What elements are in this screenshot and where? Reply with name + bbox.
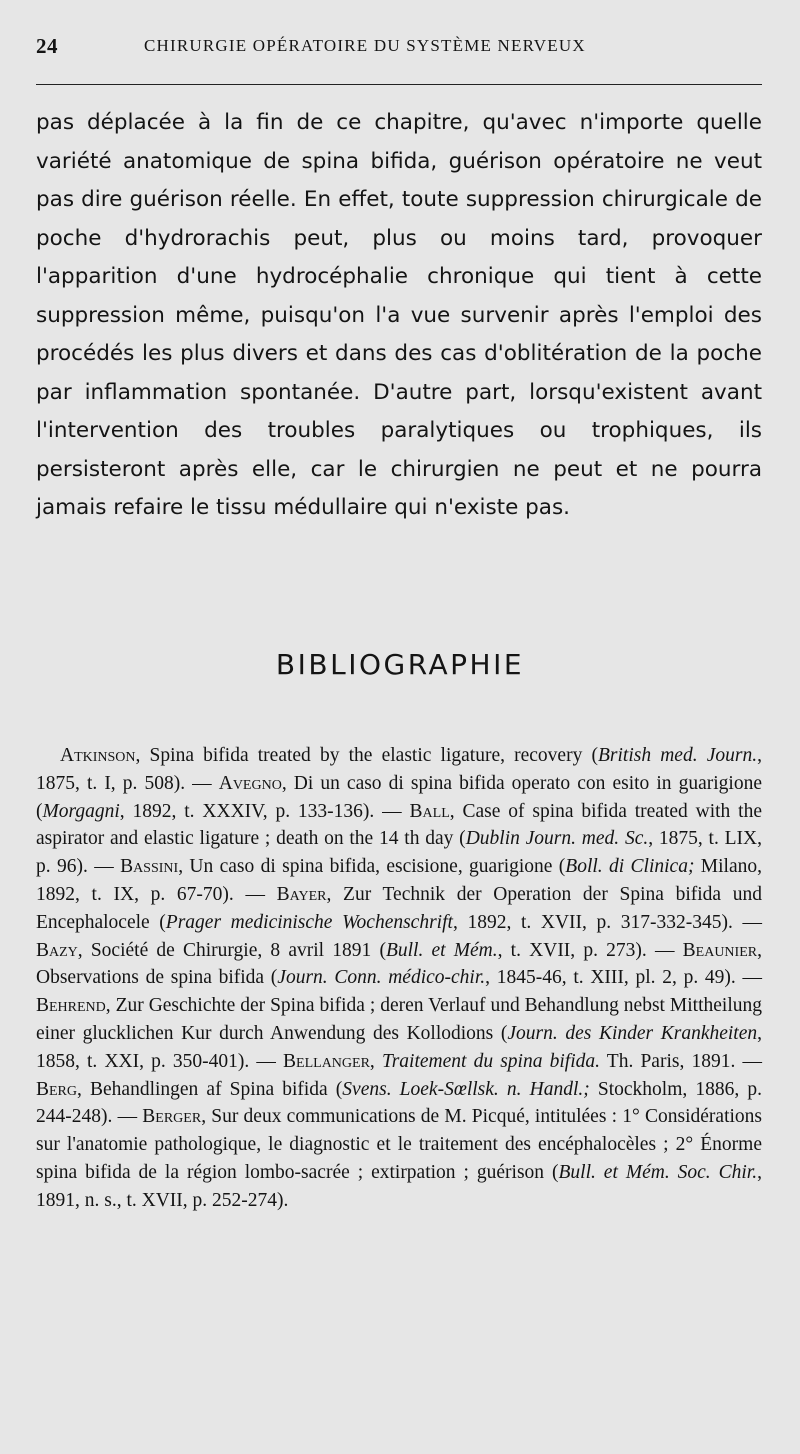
citation-text: , 1891, n. s., t. XVII, p. 252-274). bbox=[36, 1161, 762, 1211]
citation-title: Journ. Conn. médico-chir. bbox=[277, 967, 486, 989]
citation-text: Th. Paris, 1891. — bbox=[600, 1050, 762, 1072]
author-name: Beaunier bbox=[682, 939, 758, 961]
header-rule bbox=[36, 84, 762, 85]
author-name: Behrend bbox=[36, 995, 106, 1017]
author-name: Berger bbox=[142, 1106, 202, 1128]
citation-text: , 1875, t. I, p. 508). — bbox=[36, 745, 762, 794]
author-name: Bayer bbox=[276, 883, 327, 905]
bibliography-entries bbox=[36, 742, 762, 1215]
citation-text: , Observations de spina bifida ( bbox=[36, 939, 762, 989]
citation-title: Journ. des Kinder Krankheiten bbox=[507, 1022, 758, 1044]
citation-text: , 1858, t. XXI, p. 350-401). — bbox=[36, 1022, 762, 1072]
citation-text: , Case of spina bifida treated with the aspirator and elastic ligature ; death on the 14 th day ( bbox=[36, 800, 762, 850]
citation-title: Svens. Loek-Sœllsk. n. Handl.; bbox=[342, 1078, 590, 1100]
author-name: Bellanger bbox=[283, 1050, 370, 1072]
citation-title: Bull. et Mém. Soc. Chir. bbox=[558, 1161, 758, 1183]
bibliography-heading: BIBLIOGRAPHIE bbox=[275, 648, 525, 681]
citation-title: Bull. et Mém. bbox=[385, 939, 498, 961]
citation-title: Morgagni bbox=[42, 800, 120, 822]
citation-text: , 1845-46, t. XIII, pl. 2, p. 49). — bbox=[485, 967, 762, 989]
citation-text: , Spina bifida treated by the elastic ligature, recovery ( bbox=[135, 745, 598, 766]
citation-text: , Di un caso di spina bifida operato con esito in guarigione ( bbox=[36, 772, 762, 822]
citation-title: Traitement du spina bifida. bbox=[381, 1050, 600, 1072]
author-name: Bazy bbox=[36, 939, 78, 961]
citation-title: British med. Journ. bbox=[597, 745, 758, 766]
author-name: Ball bbox=[409, 800, 450, 822]
author-name: Berg bbox=[36, 1078, 78, 1100]
citation-text: , 1892, t. XVII, p. 317-332-345). — bbox=[452, 911, 762, 933]
citation-text: , Behandlingen af Spina bifida ( bbox=[77, 1078, 343, 1100]
citation-text: Milano, 1892, t. IX, p. 67-70). — bbox=[36, 856, 762, 905]
citation-text: , t. XVII, p. 273). — bbox=[497, 939, 683, 961]
running-title: CHIRURGIE OPÉRATOIRE DU SYSTÈME NERVEUX bbox=[144, 36, 586, 55]
citation-text: , Sur deux communications de M. Picqué, intitulées : 1° Considérations sur l'anatomie pathologique, le diagnostic et le traitement des encéphalocèles ; 2° Énorme spina bifida de la région lombo-sacrée ; extirpation ; guérison ( bbox=[36, 1106, 762, 1183]
page-header bbox=[36, 34, 762, 64]
author-name: Bassini bbox=[120, 856, 179, 878]
citation-title: Dublin Journ. med. Sc. bbox=[465, 828, 649, 850]
citation-text: , Zur Technik der Operation der Spina bifida und Encephalocele ( bbox=[36, 883, 762, 933]
citation-text: , Un caso di spina bifida, escisione, guarigione ( bbox=[178, 856, 566, 878]
body-paragraph: pas déplacée à la fin de ce chapitre, qu'avec n'importe quelle variété anatomique de spina bifida, guérison opératoire ne veut pas dire guérison réelle. En effet, toute suppression chirurgicale de poche d'hydrorachis peut, plus ou moins tard, provoquer l'apparition d'une hydrocéphalie chronique qui tient à cette suppression même, puisqu'on l'a vue survenir après l'emploi des procédés les plus divers et dans des cas d'oblitération de la poche par inflammation spontanée. D'autre part, lorsqu'existent avant l'intervention des troubles paralytiques ou trophiques, ils persisteront après elle, car le chirurgien ne peut et ne pourra jamais refaire le tissu médullaire qui n'existe pas. bbox=[36, 110, 762, 520]
citation-text: , Société de Chirurgie, 8 avril 1891 ( bbox=[77, 939, 386, 961]
citation-text: , 1892, t. XXXIV, p. 133-136). — bbox=[119, 800, 410, 822]
author-name: Atkinson bbox=[60, 745, 136, 766]
citation-text: , Zur Geschichte der Spina bifida ; deren Verlauf und Behandlung nebst Mittheilung einer glucklichen Kur durch Anwendung des Kollodions ( bbox=[36, 995, 762, 1044]
author-name: Avegno bbox=[218, 772, 282, 794]
citation-title: Boll. di Clinica; bbox=[565, 856, 695, 878]
citation-text: , 1875, t. LIX, p. 96). — bbox=[36, 828, 762, 878]
citation-text: , bbox=[369, 1050, 382, 1072]
citation-text: Stockholm, 1886, p. 244-248). — bbox=[36, 1078, 762, 1128]
page-number: 24 bbox=[36, 34, 58, 58]
citation-title: Prager medicinische Wochenschrift bbox=[165, 911, 453, 933]
